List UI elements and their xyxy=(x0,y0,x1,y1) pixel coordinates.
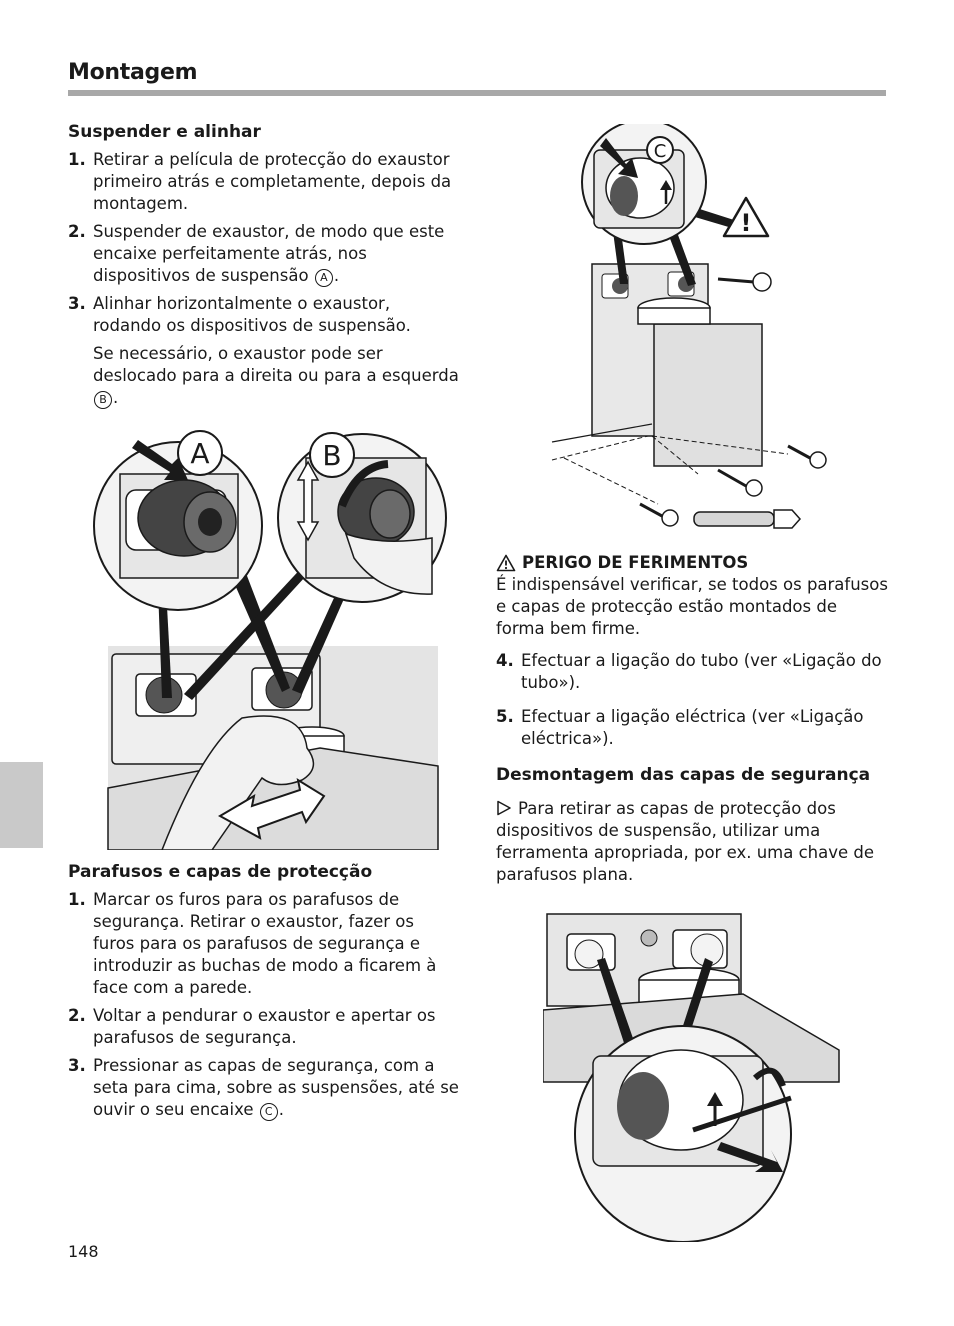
item-text: Alinhar horizontalmente o exaustor, rodando os dispositivos de suspensão. xyxy=(93,294,411,335)
item-text: Retirar a película de protecção do exaustor primeiro atrás e completamente, depois da montagem. xyxy=(93,150,452,213)
item-number: 1. xyxy=(68,150,86,169)
item-text: Efectuar a ligação eléctrica (ver «Ligação eléctrica»). xyxy=(521,707,864,748)
item-after: . xyxy=(333,266,340,285)
fig-warning-mark: ! xyxy=(740,209,752,237)
note-after: . xyxy=(113,388,119,407)
desmontagem-text: Para retirar as capas de protecção dos dispositivos de suspensão, utilizar uma ferramenta apropriada, por ex. uma chave de parafusos plana. xyxy=(496,799,875,884)
fig-label-c: C xyxy=(653,141,667,162)
note-text: Se necessário, o exaustor pode ser deslocado para a direita ou para a esquerda xyxy=(93,344,459,385)
heading-suspender: Suspender e alinhar xyxy=(68,122,261,142)
warning-heading xyxy=(496,552,888,574)
marker-a: A xyxy=(315,269,333,287)
list-item xyxy=(68,293,460,337)
left-column xyxy=(68,121,460,415)
fig-label-b: B xyxy=(322,439,342,472)
list-item xyxy=(496,706,888,750)
page-title: Montagem xyxy=(68,60,198,85)
figure-suspension-devices xyxy=(92,418,452,850)
warning-title: PERIGO DE FERIMENTOS xyxy=(522,553,749,572)
list-parafusos xyxy=(68,889,460,1121)
fig-label-a: A xyxy=(190,437,210,470)
list-item xyxy=(68,889,460,999)
header-rule xyxy=(68,90,886,96)
item-text: Suspender de exaustor, de modo que este encaixe perfeitamente atrás, nos dispositivos de suspensão xyxy=(93,222,445,285)
item-text: Pressionar as capas de segurança, com a seta para cima, sobre as suspensões, até se ouvir o seu encaixe xyxy=(93,1056,459,1119)
item-number: 2. xyxy=(68,1006,86,1025)
list-item xyxy=(68,1005,460,1049)
list-item xyxy=(68,1055,460,1121)
item-text: Efectuar a ligação do tubo (ver «Ligação do tubo»). xyxy=(521,651,882,692)
desmontagem-paragraph xyxy=(496,798,888,886)
list-suspender xyxy=(68,149,460,337)
figure-cap-removal xyxy=(543,910,843,1242)
list-item xyxy=(496,650,888,694)
item-after: . xyxy=(278,1100,285,1119)
warning-triangle-icon xyxy=(496,554,516,572)
right-column xyxy=(496,552,888,896)
item-number: 4. xyxy=(496,651,514,670)
figure-security-screws xyxy=(548,124,880,534)
heading-desmontagem: Desmontagem das capas de segurança xyxy=(496,765,871,785)
heading-parafusos: Parafusos e capas de protecção xyxy=(68,862,373,882)
item-text: Voltar a pendurar o exaustor e apertar os parafusos de segurança. xyxy=(93,1006,436,1047)
marker-c: C xyxy=(260,1103,278,1121)
item-number: 3. xyxy=(68,1056,86,1075)
list-ligacao xyxy=(496,650,888,750)
left-column-lower xyxy=(68,861,460,1127)
marker-b: B xyxy=(94,391,112,409)
item-number: 2. xyxy=(68,222,86,241)
note-paragraph xyxy=(93,343,460,409)
list-item xyxy=(68,221,460,287)
side-tab xyxy=(0,762,43,848)
play-triangle-icon xyxy=(496,800,512,816)
page-number: 148 xyxy=(68,1242,99,1261)
list-item xyxy=(68,149,460,215)
item-number: 1. xyxy=(68,890,86,909)
item-text: Marcar os furos para os parafusos de segurança. Retirar o exaustor, fazer os furos para os parafusos de segurança e introduzir as buchas de modo a ficarem à face com a parede. xyxy=(93,890,437,997)
item-number: 5. xyxy=(496,707,514,726)
warning-text: É indispensável verificar, se todos os parafusos e capas de protecção estão montados de forma bem firme. xyxy=(496,575,888,638)
item-number: 3. xyxy=(68,294,86,313)
